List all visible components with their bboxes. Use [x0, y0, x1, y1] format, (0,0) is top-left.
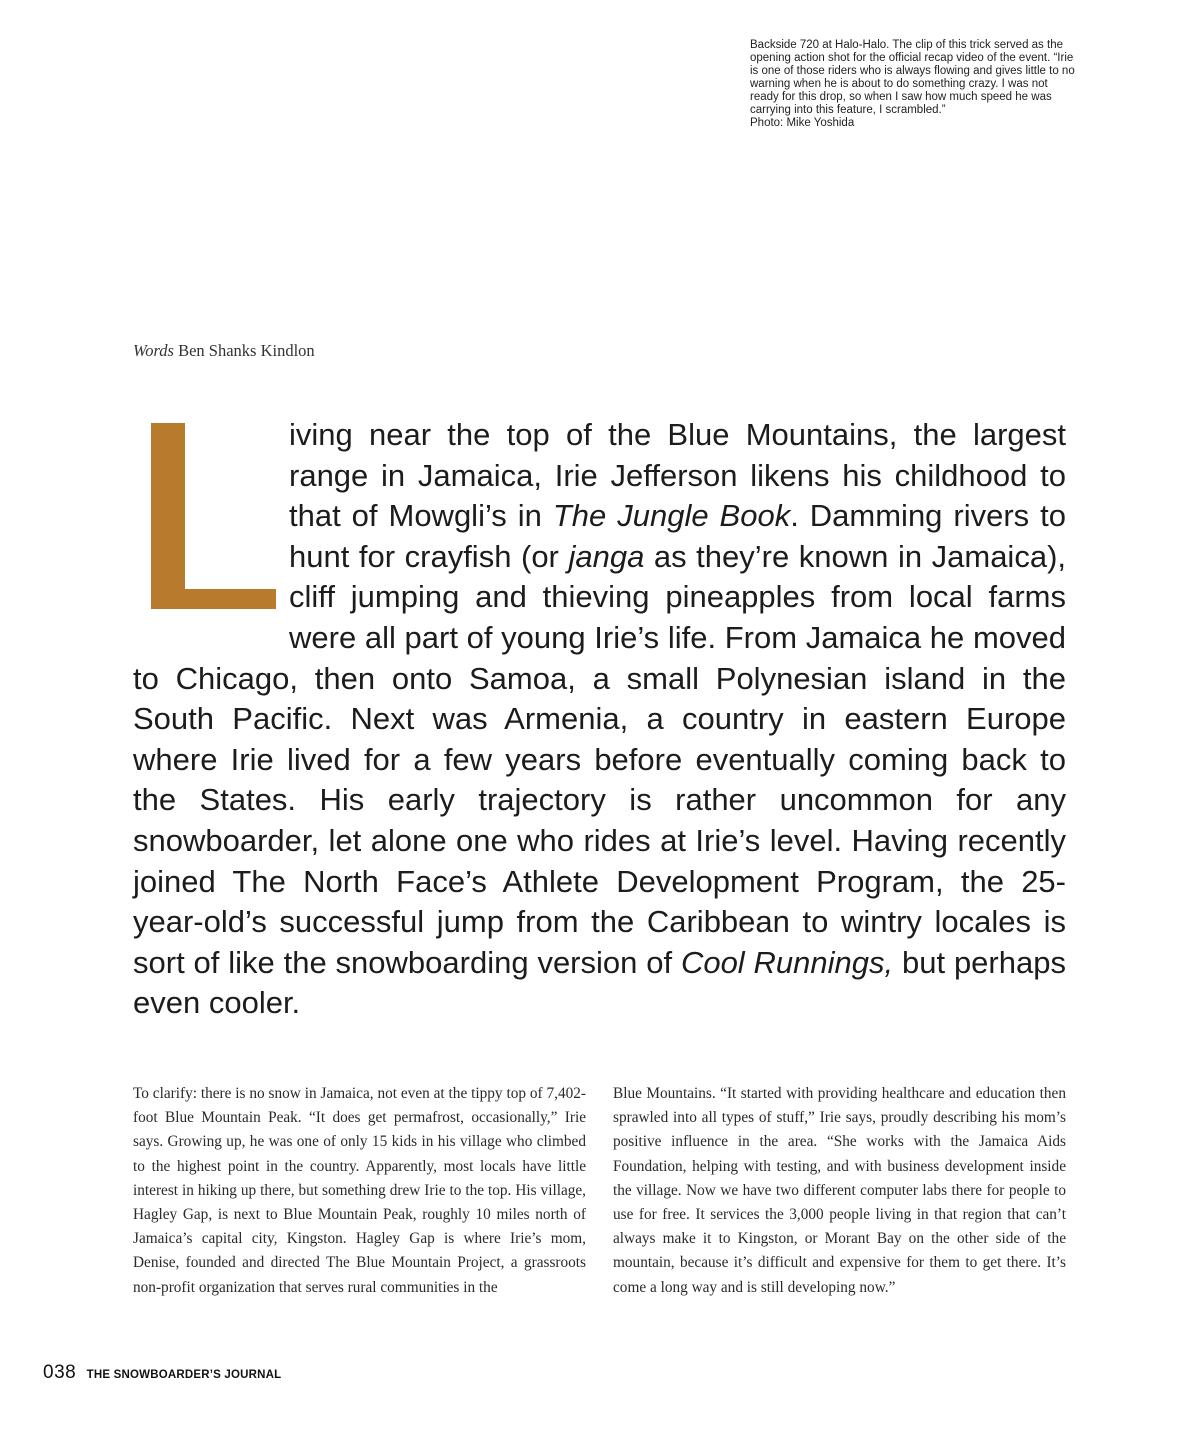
intro-italic-word: janga: [568, 538, 645, 574]
page-number: 038: [43, 1362, 77, 1383]
photo-caption: [750, 39, 1075, 130]
byline: [133, 341, 315, 361]
byline-author: Ben Shanks Kindlon: [178, 341, 315, 360]
intro-italic-title-1: The Jungle Book: [552, 498, 791, 534]
intro-italic-title-2: Cool Runnings,: [680, 944, 894, 980]
body-column-left: To clarify: there is no snow in Jamaica, not even at the tippy top of 7,402-foot Blue Mountain Peak. “It does get permafrost, occasionally,” Irie says. Growing up, he was one of only 15 kids in his village who climbed to the highest point in the country. Apparently, most locals have little interest in hiking up there, but something drew Irie to the top. His village, Hagley Gap, is next to Blue Mountain Peak, roughly 10 miles north of Jamaica’s capital city, Kingston. Hagley Gap is where Irie’s mom, Denise, founded and directed The Blue Mountain Project, a grassroots non-profit organization that serves rural communities in the: [133, 1085, 586, 1296]
caption-text: Backside 720 at Halo-Halo. The clip of this trick served as the opening action shot for the official recap video of the event. “Irie is one of those riders who is always flowing and gives little to no warning when he is about to do something crazy. I was not ready for this drop, so when I saw how much speed he was carrying into this feature, I scrambled.”: [750, 39, 1075, 116]
byline-lead: Words: [133, 341, 174, 360]
intro-paragraph: [133, 415, 1066, 1024]
body-column-right: Blue Mountains. “It started with providing healthcare and education then sprawled into all types of stuff,” Irie says, proudly describing his mom’s positive influence in the area. “She works with the Jamaica Aids Foundation, helping with testing, and with business development inside the village. Now we have two different computer labs there for people to use for free. It services the 3,000 people living in that region that can’t always make it to Kingston, or Morant Bay on the other side of the mountain, because it’s difficult and expensive for them to get there. It’s come a long way and is still developing now.”: [613, 1085, 1066, 1296]
intro-text-1: iving near the top of the Blue Mountains, the largest range in Jamaica, Irie Jefferson likens his childhood to that of Mowgli’s in: [289, 417, 1066, 534]
intro-text-4: but perhaps even cooler.: [133, 944, 1066, 1021]
photo-credit: Photo: Mike Yoshida: [750, 117, 855, 129]
publication-name: THE SNOWBOARDER’S JOURNAL: [86, 1369, 282, 1381]
intro-text-2: . Damming rivers to hunt for crayfish (or: [289, 498, 1066, 574]
intro-text-3: as they’re known in Jamaica), cliff jumping and thieving pineapples from local farms were all part of young Irie’s life. From Jamaica he moved to Chicago, then onto Samoa, a small Polynesian island in the South Pacific. Next was Armenia, a country in eastern Europe where Irie lived for a few years before eventually coming back to the States. His early trajectory is rather uncommon for any snowboarder, let alone one who rides at Irie’s level. Having recently joined The North Face’s Athlete Development Program, the 25-year-old’s successful jump from the Caribbean to wintry locales is sort of like the snowboarding version of: [133, 538, 1066, 980]
page-footer: [43, 1362, 281, 1384]
drop-cap-space: [133, 415, 289, 618]
